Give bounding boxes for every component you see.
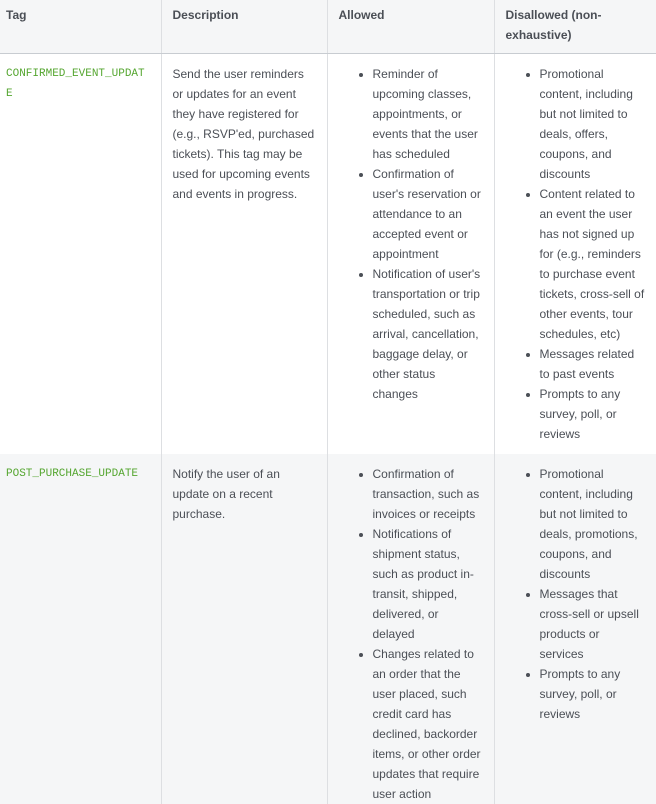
tag-cell: CONFIRMED_EVENT_UPDATE (0, 54, 161, 455)
disallowed-list (523, 464, 647, 724)
allowed-cell (327, 54, 494, 455)
tag-cell: POST_PURCHASE_UPDATE (0, 454, 161, 804)
description-cell: Notify the user of an update on a recent purchase. (161, 454, 327, 804)
list-item: • Reminder of upcoming classes, appointments, or events that the user has scheduled (373, 64, 484, 164)
allowed-cell (327, 454, 494, 804)
list-item: • Notifications of shipment status, such as product in-transit, shipped, delivered, or delayed (373, 524, 484, 644)
list-item: • Prompts to any survey, poll, or reviews (540, 664, 647, 724)
list-item: • Promotional content, including but not limited to deals, promotions, coupons, and discounts (540, 464, 647, 584)
disallowed-list (523, 64, 647, 444)
disallowed-cell (494, 454, 656, 804)
header-allowed: Allowed (327, 0, 494, 54)
table-row (0, 54, 656, 455)
list-item: • Notification of user's transportation or trip scheduled, such as arrival, cancellation, baggage delay, or other status changes (373, 264, 484, 404)
list-item: • Promotional content, including but not limited to deals, offers, coupons, and discounts (540, 64, 647, 184)
description-cell: Send the user reminders or updates for an event they have registered for (e.g., RSVP'ed, purchased tickets). This tag may be used for upcoming events and events in progress. (161, 54, 327, 455)
list-item: • Changes related to an order that the user placed, such credit card has declined, backorder items, or other order updates that require user action (373, 644, 484, 804)
header-disallowed: Disallowed (non-exhaustive) (494, 0, 656, 54)
header-tag: Tag (0, 0, 161, 54)
disallowed-cell (494, 54, 656, 455)
table-header-row (0, 0, 656, 54)
table-row (0, 454, 656, 804)
allowed-list (356, 64, 484, 404)
list-item: • Messages related to past events (540, 344, 647, 384)
allowed-list (356, 464, 484, 804)
list-item: • Messages that cross-sell or upsell products or services (540, 584, 647, 664)
header-description: Description (161, 0, 327, 54)
list-item: • Content related to an event the user has not signed up for (e.g., reminders to purchase event tickets, cross-sell of other events, tour schedules, etc) (540, 184, 647, 344)
list-item: • Prompts to any survey, poll, or reviews (540, 384, 647, 444)
list-item: • Confirmation of transaction, such as invoices or receipts (373, 464, 484, 524)
list-item: • Confirmation of user's reservation or attendance to an accepted event or appointment (373, 164, 484, 264)
